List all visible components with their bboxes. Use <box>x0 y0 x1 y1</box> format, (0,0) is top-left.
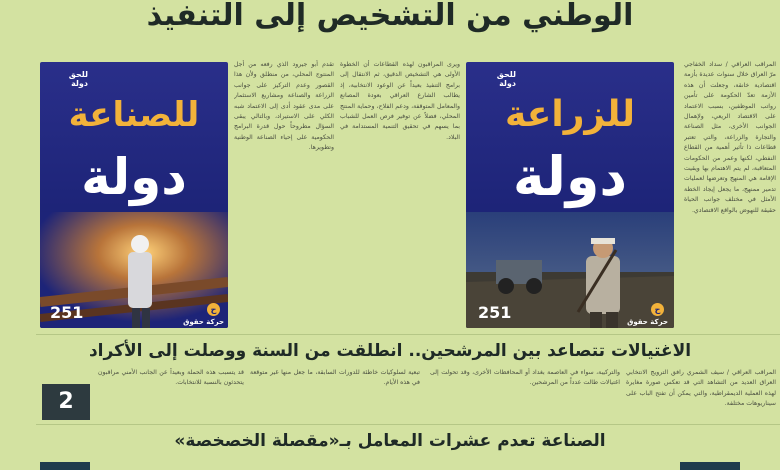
divider <box>36 334 780 335</box>
cover-industry-title: للصناعة <box>68 95 200 135</box>
photo-strip <box>680 462 740 470</box>
article-bottom-col2: والتركيبة، سواء في العاصمة بغداد أو المحافظات الأخرى، وقد تحولت إلى اغتيالات طالت عدداً من المرشحين. <box>430 369 620 387</box>
article-top-col2: ويرى المراقبون لهذه القطاعات أن الخطوة الأولى هي التشخيص الدقيق، ثم الانتقال إلى برامج التنفيذ بعيداً عن الوعود الانتخابية، إذ يطالب الشارع العراقي بعودة المصانع والمعامل المتوقفة، ودعم الفلاح، وحماية المنتج المحلي، فضلاً عن توفير فرص العمل للشباب بما يسهم في تحقيق التنمية المستدامة في البلاد. <box>340 61 460 141</box>
cover-industry-big-word: دولة <box>81 148 187 206</box>
headline-top: الوطني من التشخيص إلى التنفيذ <box>146 0 634 33</box>
cover-agriculture-issue: 251 <box>478 303 512 322</box>
divider <box>36 424 780 425</box>
hoquq-logo-icon: ح <box>207 303 220 316</box>
cover-agriculture <box>466 62 674 328</box>
page-number: 2 <box>42 384 90 420</box>
cover-agriculture-title: للزراعة <box>504 94 636 135</box>
cover-industry-publisher: حركة حقوق <box>183 318 224 326</box>
cover-industry <box>40 62 228 328</box>
cover-industry-tag: للحق دولة <box>68 70 88 88</box>
cover-agriculture-publisher: حركة حقوق <box>627 318 668 326</box>
article-bottom-col4: قد يتسبب هذه الحملة وبعيداً عن الجانب الأمني مراقبون يتحدثون بالنسبة للانتخابات. <box>98 369 244 387</box>
headline-mid: الاغتيالات تتصاعد بين المرشحين.. انطلقت من السنة ووصلت إلى الأكراد <box>88 341 692 361</box>
article-bottom-col1: المراقب العراقي / سيف الشمري رافق الترويج الانتخابي العراق العديد من التشاهد التي قد تعكس صورة مغايرة لهذه العملية الديمقراطية، والتي يمكن أن تفتح الباب على سيناريوهات مختلفة. <box>626 369 776 408</box>
hoquq-logo-icon: ح <box>651 303 664 316</box>
photo-strip <box>40 462 90 470</box>
cover-agriculture-big-word: دولة <box>512 145 628 208</box>
cover-agriculture-tag: للحق دولة <box>496 70 516 88</box>
article-bottom-col3: تبعية لسلوكيات خاطئة للدورات السابقة، ما جعل منها غير متوقعة في هذه الأيام. <box>250 369 420 387</box>
headline-bottom: الصناعة تعدم عشرات المعامل بـ«مقصلة الخصخصة» <box>174 431 606 451</box>
article-top-col1: المراقب العراقي / سداد الخفاجي مرّ العراق خلال سنوات عديدة بأزمة اقتصادية خانقة، وجعلت أن هذه الأزمة تعدّ الحكومة على تأمين رواتب الموظفين، بسبب الاعتماد على الاقتصاد الريعي، ولإهمال الجوانب الأخرى، مثل الصناعة والتجارة والزراعة، والتي تعتبر قطاعات ذا تأثير أهمية من القطاع النفطي، لكنها وعمر من الحكومات المتعاقبة، لم يتم الاهتمام بها ويقيت الإقامة هي المنهج وتعرضها لعمليات تدمير ممنهج، ما يجعل إيجاد الخطة الأمثل في مختلف جوانب الحياة حقيقة للنهوض بالواقع الاقتصادي. <box>684 61 776 214</box>
article-top-col3: تقدم أبو جيرود الذي رفعه من أجل المنتوج المحلي، من منطلق ولأن هذا القصور وعدم التركيز على جوانب الزراعة والصناعة ومشاريع الاستثمار على مدى عقود أدى إلى الاعتماد شبه الكلي على الاستيراد، وبالتالي يبقى السؤال مطروحاً حول قدرة البرامج الحكومية على إحياء الصناعة الوطنية وتطويرها. <box>234 61 334 152</box>
cover-industry-issue: 251 <box>50 303 84 322</box>
